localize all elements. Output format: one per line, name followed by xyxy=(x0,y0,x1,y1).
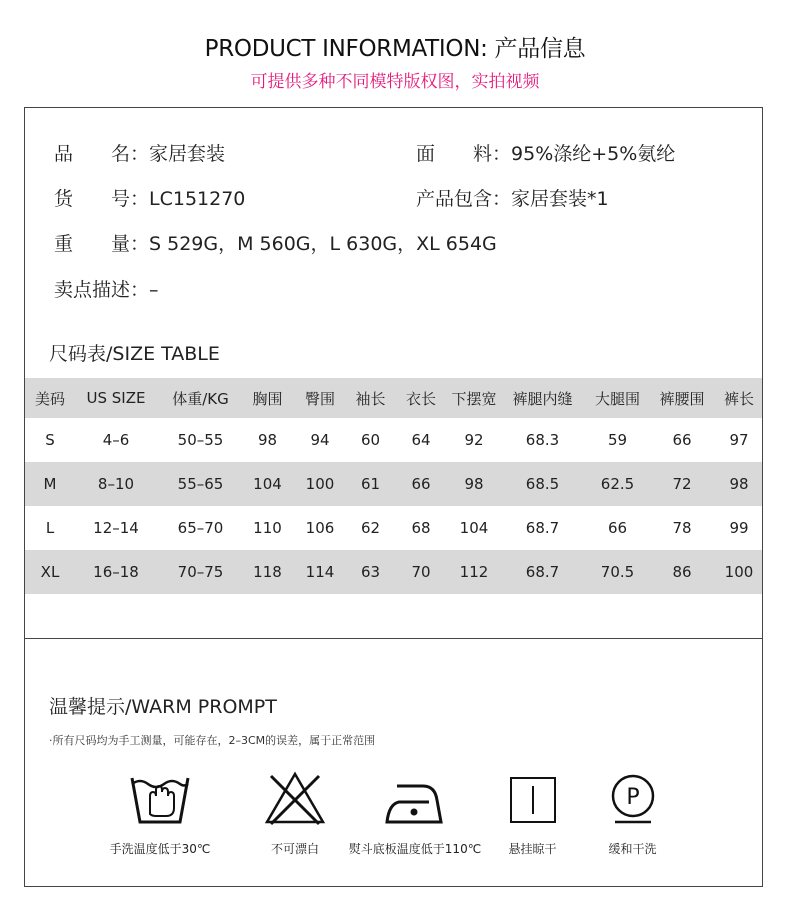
iron-label: 熨斗底板温度低于110℃ xyxy=(348,842,482,856)
table-cell: 68.7 xyxy=(525,519,560,537)
table-cell: 94 xyxy=(310,431,330,449)
includes-value: 家居套装*1 xyxy=(511,188,609,210)
table-row xyxy=(25,506,762,550)
table-cell: 98 xyxy=(729,475,749,493)
care-hand-wash xyxy=(100,770,220,857)
table-cell: 59 xyxy=(607,431,628,449)
table-cell: 4–6 xyxy=(102,431,130,449)
hang-dry-icon xyxy=(501,770,565,826)
table-cell: L xyxy=(45,519,55,537)
care-iron xyxy=(345,770,485,857)
selling-point-label: 卖点描述： xyxy=(54,279,150,301)
table-cell: 106 xyxy=(305,519,335,537)
table-cell: 100 xyxy=(305,475,335,493)
measurement-note: ·所有尺码均为手工测量，可能存在，2–3CM的误差，属于正常范围 xyxy=(49,734,376,747)
table-cell: 70–75 xyxy=(177,563,224,581)
table-cell: 61 xyxy=(360,475,381,493)
material-row xyxy=(416,139,675,166)
table-row xyxy=(25,418,762,462)
table-cell: 65–70 xyxy=(177,519,224,537)
table-cell: 62 xyxy=(360,519,381,537)
table-cell: 118 xyxy=(253,563,282,581)
header-cell: 衣长 xyxy=(405,389,436,408)
table-cell: M xyxy=(43,475,57,493)
table-cell: 68 xyxy=(411,519,431,537)
table-cell: 66 xyxy=(607,519,628,537)
table-row xyxy=(25,550,762,594)
weight-value: S 529G，M 560G，L 630G，XL 654G xyxy=(149,233,497,255)
size-table xyxy=(25,378,762,594)
dry-clean-label: 缓和干洗 xyxy=(608,842,657,856)
table-cell: 98 xyxy=(464,475,484,493)
table-cell: 50–55 xyxy=(177,431,224,449)
header-cell: 裤腰围 xyxy=(659,389,705,408)
header-cell: 下摆宽 xyxy=(451,389,497,408)
selling-point-row xyxy=(54,275,159,302)
selling-point-value: – xyxy=(149,279,159,301)
weight-label: 重 量： xyxy=(54,233,150,255)
header-cell: 体重/KG xyxy=(172,389,229,408)
table-cell: 92 xyxy=(464,431,484,449)
table-cell: 78 xyxy=(672,519,692,537)
header-cell: 裤长 xyxy=(723,389,754,408)
size-table-header xyxy=(25,378,762,418)
table-cell: 68.5 xyxy=(525,475,560,493)
sku-row xyxy=(54,184,245,211)
header-cell: 美码 xyxy=(34,389,65,408)
care-no-bleach xyxy=(240,770,350,857)
no-bleach-icon xyxy=(263,770,327,826)
table-cell: 60 xyxy=(360,431,381,449)
material-value: 95%涤纶+5%氨纶 xyxy=(511,143,676,165)
hang-dry-label: 悬挂晾干 xyxy=(508,842,557,856)
header-cell: 胸围 xyxy=(252,389,283,408)
table-cell: S xyxy=(45,431,55,449)
table-cell: 55–65 xyxy=(177,475,224,493)
table-cell: 12–14 xyxy=(93,519,139,537)
header-cell: 裤腿内缝 xyxy=(512,389,573,408)
header-cell: 大腿围 xyxy=(594,389,640,408)
product-name-row xyxy=(54,139,225,166)
warm-prompt-title: 温馨提示/WARM PROMPT xyxy=(49,696,277,718)
table-cell: 8–10 xyxy=(97,475,135,493)
page-title: PRODUCT INFORMATION: 产品信息 xyxy=(204,36,586,62)
page-subtitle: 可提供多种不同模特版权图，实拍视频 xyxy=(250,72,540,92)
sku-label: 货 号： xyxy=(54,188,150,210)
iron-icon xyxy=(383,770,447,826)
table-cell: 112 xyxy=(459,563,489,581)
header-cell: US SIZE xyxy=(86,389,146,407)
table-cell: 16–18 xyxy=(93,563,139,581)
sku-value: LC151270 xyxy=(149,188,246,210)
product-name-value: 家居套装 xyxy=(149,143,226,165)
table-cell: XL xyxy=(40,563,60,581)
table-cell: 64 xyxy=(411,431,431,449)
table-cell: 66 xyxy=(411,475,431,493)
section-divider xyxy=(24,638,763,639)
dry-clean-letter: P xyxy=(625,785,640,810)
table-cell: 68.3 xyxy=(525,431,560,449)
table-cell: 70 xyxy=(411,563,431,581)
table-cell: 110 xyxy=(253,519,282,537)
care-dry-clean xyxy=(590,770,675,857)
material-label: 面 料： xyxy=(416,143,512,165)
size-table-title: 尺码表/SIZE TABLE xyxy=(49,343,220,365)
includes-row xyxy=(416,184,609,211)
table-cell: 62.5 xyxy=(600,475,635,493)
table-cell: 104 xyxy=(253,475,282,493)
care-hang-dry xyxy=(490,770,575,857)
table-cell: 70.5 xyxy=(600,563,635,581)
includes-label: 产品包含： xyxy=(416,188,512,210)
table-cell: 99 xyxy=(729,519,749,537)
table-cell: 104 xyxy=(459,519,489,537)
no-bleach-label: 不可漂白 xyxy=(270,842,319,856)
table-cell: 68.7 xyxy=(525,563,560,581)
weight-row xyxy=(54,229,497,256)
table-cell: 98 xyxy=(257,431,278,449)
product-name-label: 品 名： xyxy=(54,143,150,165)
table-cell: 100 xyxy=(724,563,754,581)
table-cell: 63 xyxy=(360,563,381,581)
header-cell: 袖长 xyxy=(355,389,386,408)
table-cell: 66 xyxy=(672,431,692,449)
table-cell: 86 xyxy=(672,563,692,581)
hand-wash-icon xyxy=(128,770,192,826)
table-row xyxy=(25,462,762,506)
header-cell: 臀围 xyxy=(304,389,335,408)
table-cell: 72 xyxy=(672,475,692,493)
dry-clean-p-icon xyxy=(601,770,665,826)
table-cell: 97 xyxy=(729,431,749,449)
table-cell: 114 xyxy=(305,563,335,581)
hand-wash-label: 手洗温度低于30℃ xyxy=(109,842,211,856)
